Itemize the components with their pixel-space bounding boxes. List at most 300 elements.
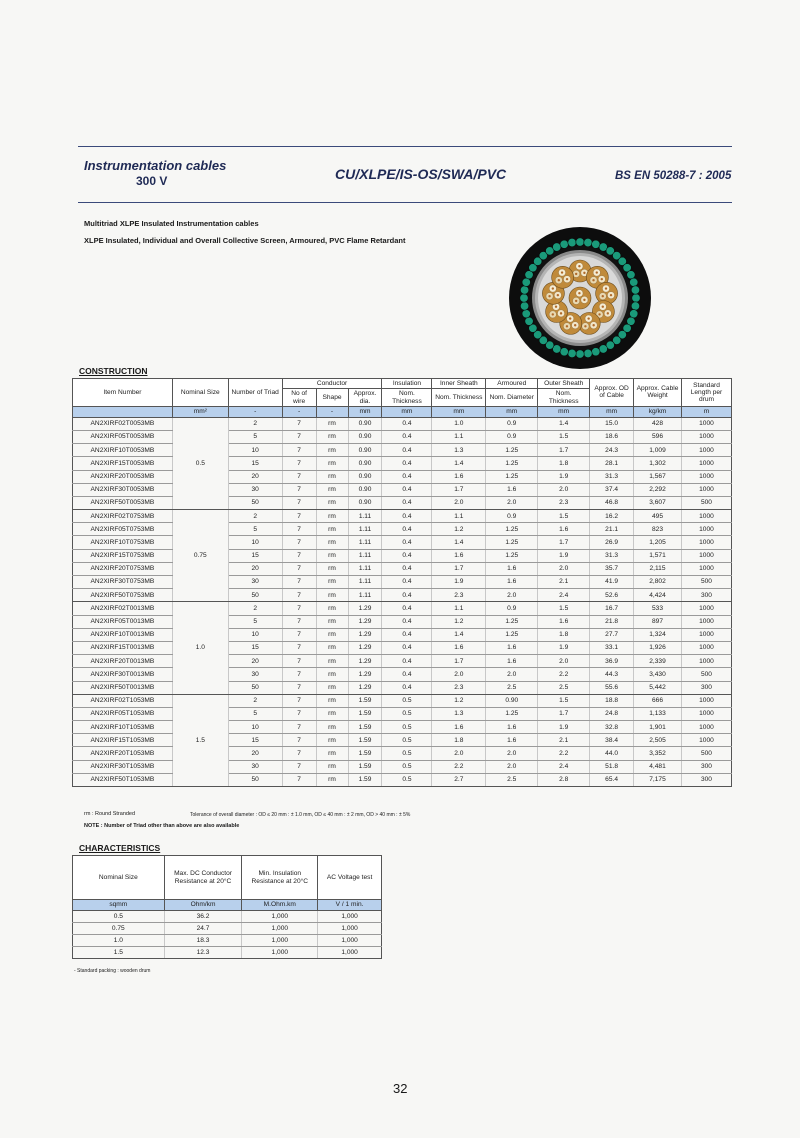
col-item-number: Item Number [73,379,173,407]
number-of-triad-cell: 10 [228,444,282,457]
approx-dia-cell: 1.59 [348,747,382,760]
no-of-wire-cell: 7 [282,523,316,536]
table-row [73,417,732,430]
outer-sheath-thickness-cell: 1.5 [538,430,590,443]
outer-sheath-thickness-cell: 1.9 [538,641,590,654]
outer-sheath-thickness-cell: 2.0 [538,562,590,575]
approx-weight-cell: 2,292 [634,483,682,496]
char-col-ac-voltage: AC Voltage test [318,856,382,900]
table-row [73,655,732,668]
table-row [73,470,732,483]
number-of-triad-cell: 50 [228,773,282,786]
number-of-triad-cell: 30 [228,576,282,589]
table-row [73,911,382,923]
table-row [73,496,732,509]
table-row [73,747,732,760]
approx-dia-cell: 1.29 [348,641,382,654]
insulation-thickness-cell: 0.4 [382,483,432,496]
characteristics-cell: 1.0 [73,935,165,947]
approx-weight-cell: 533 [634,602,682,615]
approx-dia-cell: 1.11 [348,536,382,549]
insulation-thickness-cell: 0.4 [382,536,432,549]
approx-od-cell: 46.8 [590,496,634,509]
shape-cell: rm [316,523,348,536]
armour-diameter-cell: 2.0 [486,496,538,509]
outer-sheath-thickness-cell: 1.7 [538,444,590,457]
table-row [73,773,732,786]
number-of-triad-cell: 50 [228,496,282,509]
approx-weight-cell: 3,430 [634,668,682,681]
shape-cell: rm [316,628,348,641]
approx-dia-cell: 1.11 [348,549,382,562]
inner-sheath-thickness-cell: 1.0 [432,417,486,430]
characteristics-cell: 1,000 [318,935,382,947]
item-number-cell: AN2XIRF30T0753MB [73,576,173,589]
number-of-triad-cell: 20 [228,470,282,483]
approx-od-cell: 33.1 [590,641,634,654]
construction-units-row [73,406,732,417]
outer-sheath-thickness-cell: 1.4 [538,417,590,430]
approx-dia-cell: 1.59 [348,694,382,707]
no-of-wire-cell: 7 [282,760,316,773]
description-line2: XLPE Insulated, Individual and Overall Collective Screen, Armoured, PVC Flame Retardant [84,236,406,245]
header-bottom-rule [78,202,732,203]
insulation-thickness-cell: 0.4 [382,615,432,628]
standard-length-cell: 1000 [681,655,731,668]
item-number-cell: AN2XIRF10T0013MB [73,628,173,641]
col-approx-weight: Approx. Cable Weight [634,379,682,407]
col-number-of-triad: Number of Triad [228,379,282,407]
approx-od-cell: 26.9 [590,536,634,549]
standard-length-cell: 1000 [681,536,731,549]
standard-length-cell: 1000 [681,641,731,654]
col-approx-od: Approx. OD of Cable [590,379,634,407]
number-of-triad-cell: 2 [228,602,282,615]
outer-sheath-thickness-cell: 2.2 [538,747,590,760]
inner-sheath-thickness-cell: 1.7 [432,483,486,496]
nominal-size-cell: 1.0 [172,602,228,694]
table-row [73,444,732,457]
outer-sheath-thickness-cell: 1.9 [538,549,590,562]
inner-sheath-thickness-cell: 1.9 [432,576,486,589]
shape-cell: rm [316,483,348,496]
approx-od-cell: 27.7 [590,628,634,641]
inner-sheath-thickness-cell: 1.4 [432,457,486,470]
item-number-cell: AN2XIRF50T0753MB [73,589,173,602]
approx-weight-cell: 1,901 [634,721,682,734]
standard-length-cell: 1000 [681,483,731,496]
armour-diameter-cell: 1.25 [486,523,538,536]
nominal-size-cell: 0.75 [172,510,228,602]
approx-weight-cell: 4,481 [634,760,682,773]
approx-od-cell: 44.0 [590,747,634,760]
item-number-cell: AN2XIRF30T0053MB [73,483,173,496]
approx-dia-cell: 1.59 [348,760,382,773]
approx-weight-cell: 1,571 [634,549,682,562]
item-number-cell: AN2XIRF10T0053MB [73,444,173,457]
approx-weight-cell: 1,302 [634,457,682,470]
inner-sheath-thickness-cell: 1.4 [432,628,486,641]
approx-od-cell: 16.2 [590,510,634,523]
approx-od-cell: 32.8 [590,721,634,734]
no-of-wire-cell: 7 [282,615,316,628]
inner-sheath-thickness-cell: 1.3 [432,444,486,457]
approx-dia-cell: 1.11 [348,510,382,523]
characteristics-cell: 1,000 [242,947,318,959]
approx-weight-cell: 596 [634,430,682,443]
insulation-thickness-cell: 0.4 [382,549,432,562]
approx-dia-cell: 1.59 [348,734,382,747]
table-row [73,935,382,947]
approx-od-cell: 28.1 [590,457,634,470]
approx-od-cell: 35.7 [590,562,634,575]
characteristics-cell: 24.7 [164,923,242,935]
approx-weight-cell: 1,133 [634,707,682,720]
insulation-thickness-cell: 0.5 [382,773,432,786]
number-of-triad-cell: 5 [228,707,282,720]
product-title-line1: Instrumentation cables [84,158,227,173]
col-standard-length: Standard Length per drum [681,379,731,407]
packing-note: - Standard packing : wooden drum [74,968,151,974]
outer-sheath-thickness-cell: 1.7 [538,536,590,549]
inner-sheath-thickness-cell: 1.6 [432,641,486,654]
approx-od-cell: 18.8 [590,694,634,707]
outer-sheath-thickness-cell: 1.5 [538,694,590,707]
approx-od-cell: 18.6 [590,430,634,443]
item-number-cell: AN2XIRF10T1053MB [73,721,173,734]
armour-diameter-cell: 1.6 [486,641,538,654]
standard-length-cell: 1000 [681,602,731,615]
no-of-wire-cell: 7 [282,562,316,575]
approx-od-cell: 52.6 [590,589,634,602]
item-number-cell: AN2XIRF20T0753MB [73,562,173,575]
footnote-tolerance: Tolerance of overall diameter : OD ≤ 20 mm : ± 1.0 mm, OD ≤ 40 mm : ± 2 mm, OD > 40 mm : ± 5% [190,812,411,818]
col-insulation: Insulation [382,379,432,389]
outer-sheath-thickness-cell: 2.1 [538,576,590,589]
inner-sheath-thickness-cell: 1.8 [432,734,486,747]
no-of-wire-cell: 7 [282,773,316,786]
armour-diameter-cell: 1.6 [486,562,538,575]
approx-dia-cell: 0.90 [348,430,382,443]
approx-weight-cell: 2,115 [634,562,682,575]
approx-dia-cell: 1.11 [348,562,382,575]
shape-cell: rm [316,470,348,483]
characteristics-cell: 1.5 [73,947,165,959]
characteristics-cell: 36.2 [164,911,242,923]
unit-cell: mm [382,406,432,417]
item-number-cell: AN2XIRF15T0753MB [73,549,173,562]
item-number-cell: AN2XIRF50T1053MB [73,773,173,786]
inner-sheath-thickness-cell: 2.0 [432,747,486,760]
armour-diameter-cell: 1.6 [486,483,538,496]
characteristics-units-row [73,900,382,911]
characteristics-table [72,855,382,959]
approx-dia-cell: 1.11 [348,589,382,602]
armour-diameter-cell: 1.6 [486,655,538,668]
characteristics-section-title: CHARACTERISTICS [79,843,161,853]
approx-weight-cell: 428 [634,417,682,430]
no-of-wire-cell: 7 [282,536,316,549]
standard-length-cell: 1000 [681,734,731,747]
unit-cell: Ohm/km [164,900,242,911]
shape-cell: rm [316,602,348,615]
no-of-wire-cell: 7 [282,681,316,694]
inner-sheath-thickness-cell: 1.1 [432,430,486,443]
standard-length-cell: 1000 [681,694,731,707]
table-row [73,681,732,694]
shape-cell: rm [316,681,348,694]
insulation-thickness-cell: 0.4 [382,576,432,589]
shape-cell: rm [316,549,348,562]
characteristics-cell: 1,000 [242,923,318,935]
number-of-triad-cell: 2 [228,417,282,430]
armour-diameter-cell: 1.6 [486,576,538,589]
number-of-triad-cell: 15 [228,549,282,562]
armour-diameter-cell: 1.25 [486,470,538,483]
no-of-wire-cell: 7 [282,483,316,496]
inner-sheath-thickness-cell: 2.3 [432,681,486,694]
outer-sheath-thickness-cell: 1.6 [538,615,590,628]
shape-cell: rm [316,457,348,470]
item-number-cell: AN2XIRF20T0053MB [73,470,173,483]
unit-cell: mm [348,406,382,417]
armour-diameter-cell: 0.9 [486,417,538,430]
col-outer-sheath-sub: Nom. Thickness [538,389,590,407]
standard-length-cell: 500 [681,668,731,681]
outer-sheath-thickness-cell: 1.9 [538,470,590,483]
table-row [73,734,732,747]
insulation-thickness-cell: 0.4 [382,444,432,457]
approx-weight-cell: 495 [634,510,682,523]
unit-cell [73,406,173,417]
standard-length-cell: 1000 [681,510,731,523]
outer-sheath-thickness-cell: 1.5 [538,510,590,523]
no-of-wire-cell: 7 [282,496,316,509]
insulation-thickness-cell: 0.4 [382,496,432,509]
outer-sheath-thickness-cell: 2.4 [538,589,590,602]
table-row [73,430,732,443]
insulation-thickness-cell: 0.5 [382,707,432,720]
no-of-wire-cell: 7 [282,655,316,668]
char-col-dc-resistance: Max. DC Conductor Resistance at 20°C [164,856,242,900]
shape-cell: rm [316,430,348,443]
col-no-of-wire: No of wire [282,389,316,407]
no-of-wire-cell: 7 [282,747,316,760]
insulation-thickness-cell: 0.4 [382,510,432,523]
unit-cell: sqmm [73,900,165,911]
characteristics-cell: 1,000 [318,911,382,923]
inner-sheath-thickness-cell: 1.6 [432,549,486,562]
shape-cell: rm [316,576,348,589]
unit-cell: M.Ohm.km [242,900,318,911]
table-row [73,549,732,562]
armour-diameter-cell: 2.5 [486,773,538,786]
standard-length-cell: 300 [681,589,731,602]
inner-sheath-thickness-cell: 1.7 [432,655,486,668]
insulation-thickness-cell: 0.4 [382,470,432,483]
table-row [73,510,732,523]
item-number-cell: AN2XIRF50T0013MB [73,681,173,694]
standard-length-cell: 300 [681,760,731,773]
approx-weight-cell: 4,424 [634,589,682,602]
outer-sheath-thickness-cell: 1.5 [538,602,590,615]
approx-weight-cell: 1,205 [634,536,682,549]
characteristics-cell: 12.3 [164,947,242,959]
item-number-cell: AN2XIRF05T0053MB [73,430,173,443]
nominal-size-cell: 1.5 [172,694,228,786]
inner-sheath-thickness-cell: 2.7 [432,773,486,786]
characteristics-cell: 1,000 [242,935,318,947]
insulation-thickness-cell: 0.4 [382,628,432,641]
unit-cell: mm [538,406,590,417]
page-number: 32 [393,1081,408,1096]
no-of-wire-cell: 7 [282,602,316,615]
no-of-wire-cell: 7 [282,430,316,443]
number-of-triad-cell: 2 [228,694,282,707]
outer-sheath-thickness-cell: 2.0 [538,483,590,496]
description-line1: Multitriad XLPE Insulated Instrumentation cables [84,219,259,228]
inner-sheath-thickness-cell: 1.1 [432,510,486,523]
unit-cell: mm [432,406,486,417]
inner-sheath-thickness-cell: 1.4 [432,536,486,549]
inner-sheath-thickness-cell: 1.6 [432,721,486,734]
table-row [73,602,732,615]
approx-dia-cell: 1.29 [348,628,382,641]
standard-length-cell: 1000 [681,417,731,430]
no-of-wire-cell: 7 [282,417,316,430]
shape-cell: rm [316,760,348,773]
approx-weight-cell: 5,442 [634,681,682,694]
insulation-thickness-cell: 0.4 [382,523,432,536]
inner-sheath-thickness-cell: 1.2 [432,694,486,707]
col-armoured: Armoured [486,379,538,389]
approx-od-cell: 21.8 [590,615,634,628]
table-row [73,947,382,959]
armour-diameter-cell: 0.9 [486,602,538,615]
product-title [84,158,226,188]
approx-weight-cell: 1,324 [634,628,682,641]
standard-length-cell: 1000 [681,430,731,443]
approx-dia-cell: 1.29 [348,602,382,615]
approx-weight-cell: 1,567 [634,470,682,483]
no-of-wire-cell: 7 [282,628,316,641]
insulation-thickness-cell: 0.4 [382,457,432,470]
number-of-triad-cell: 2 [228,510,282,523]
approx-dia-cell: 1.59 [348,773,382,786]
table-row [73,576,732,589]
construction-code: CU/XLPE/IS-OS/SWA/PVC [335,166,507,182]
standard-length-cell: 1000 [681,628,731,641]
approx-dia-cell: 1.29 [348,668,382,681]
approx-od-cell: 31.3 [590,549,634,562]
inner-sheath-thickness-cell: 1.1 [432,602,486,615]
armour-diameter-cell: 0.90 [486,694,538,707]
number-of-triad-cell: 50 [228,589,282,602]
approx-dia-cell: 1.11 [348,523,382,536]
standard-length-cell: 500 [681,496,731,509]
number-of-triad-cell: 30 [228,668,282,681]
outer-sheath-thickness-cell: 1.6 [538,523,590,536]
no-of-wire-cell: 7 [282,457,316,470]
col-inner-sheath-sub: Nom. Thickness [432,389,486,407]
table-row [73,923,382,935]
cable-cross-section-image [508,226,652,370]
item-number-cell: AN2XIRF05T0013MB [73,615,173,628]
approx-dia-cell: 1.11 [348,576,382,589]
inner-sheath-thickness-cell: 2.0 [432,496,486,509]
nominal-size-cell: 0.5 [172,417,228,509]
approx-od-cell: 41.9 [590,576,634,589]
approx-od-cell: 55.6 [590,681,634,694]
armour-diameter-cell: 1.25 [486,536,538,549]
approx-od-cell: 16.7 [590,602,634,615]
insulation-thickness-cell: 0.5 [382,694,432,707]
insulation-thickness-cell: 0.4 [382,602,432,615]
armour-diameter-cell: 1.25 [486,628,538,641]
table-row [73,483,732,496]
number-of-triad-cell: 30 [228,483,282,496]
unit-cell: kg/km [634,406,682,417]
no-of-wire-cell: 7 [282,668,316,681]
approx-dia-cell: 0.90 [348,444,382,457]
outer-sheath-thickness-cell: 1.8 [538,457,590,470]
no-of-wire-cell: 7 [282,549,316,562]
approx-dia-cell: 1.59 [348,721,382,734]
shape-cell: rm [316,589,348,602]
characteristics-cell: 1,000 [242,911,318,923]
footnote-round-stranded: rm : Round Stranded [84,811,136,817]
outer-sheath-thickness-cell: 1.9 [538,721,590,734]
number-of-triad-cell: 20 [228,655,282,668]
col-nominal-size: Nominal Size [172,379,228,407]
number-of-triad-cell: 10 [228,536,282,549]
approx-od-cell: 37.4 [590,483,634,496]
item-number-cell: AN2XIRF50T0053MB [73,496,173,509]
insulation-thickness-cell: 0.4 [382,430,432,443]
no-of-wire-cell: 7 [282,470,316,483]
shape-cell: rm [316,444,348,457]
approx-dia-cell: 0.90 [348,470,382,483]
inner-sheath-thickness-cell: 1.2 [432,523,486,536]
armour-diameter-cell: 2.0 [486,589,538,602]
approx-od-cell: 15.0 [590,417,634,430]
inner-sheath-thickness-cell: 1.7 [432,562,486,575]
armour-diameter-cell: 0.9 [486,430,538,443]
approx-od-cell: 51.8 [590,760,634,773]
number-of-triad-cell: 10 [228,721,282,734]
unit-cell: - [316,406,348,417]
construction-section-title: CONSTRUCTION [79,366,148,376]
approx-od-cell: 65.4 [590,773,634,786]
standard-length-cell: 1000 [681,470,731,483]
item-number-cell: AN2XIRF02T0753MB [73,510,173,523]
no-of-wire-cell: 7 [282,707,316,720]
table-row [73,523,732,536]
approx-weight-cell: 2,339 [634,655,682,668]
approx-weight-cell: 2,802 [634,576,682,589]
unit-cell: mm [590,406,634,417]
standard-length-cell: 1000 [681,707,731,720]
approx-od-cell: 21.1 [590,523,634,536]
armour-diameter-cell: 1.25 [486,707,538,720]
insulation-thickness-cell: 0.5 [382,760,432,773]
standard-length-cell: 1000 [681,721,731,734]
number-of-triad-cell: 20 [228,747,282,760]
inner-sheath-thickness-cell: 1.6 [432,470,486,483]
item-number-cell: AN2XIRF02T1053MB [73,694,173,707]
inner-sheath-thickness-cell: 2.0 [432,668,486,681]
col-outer-sheath: Outer Sheath [538,379,590,389]
